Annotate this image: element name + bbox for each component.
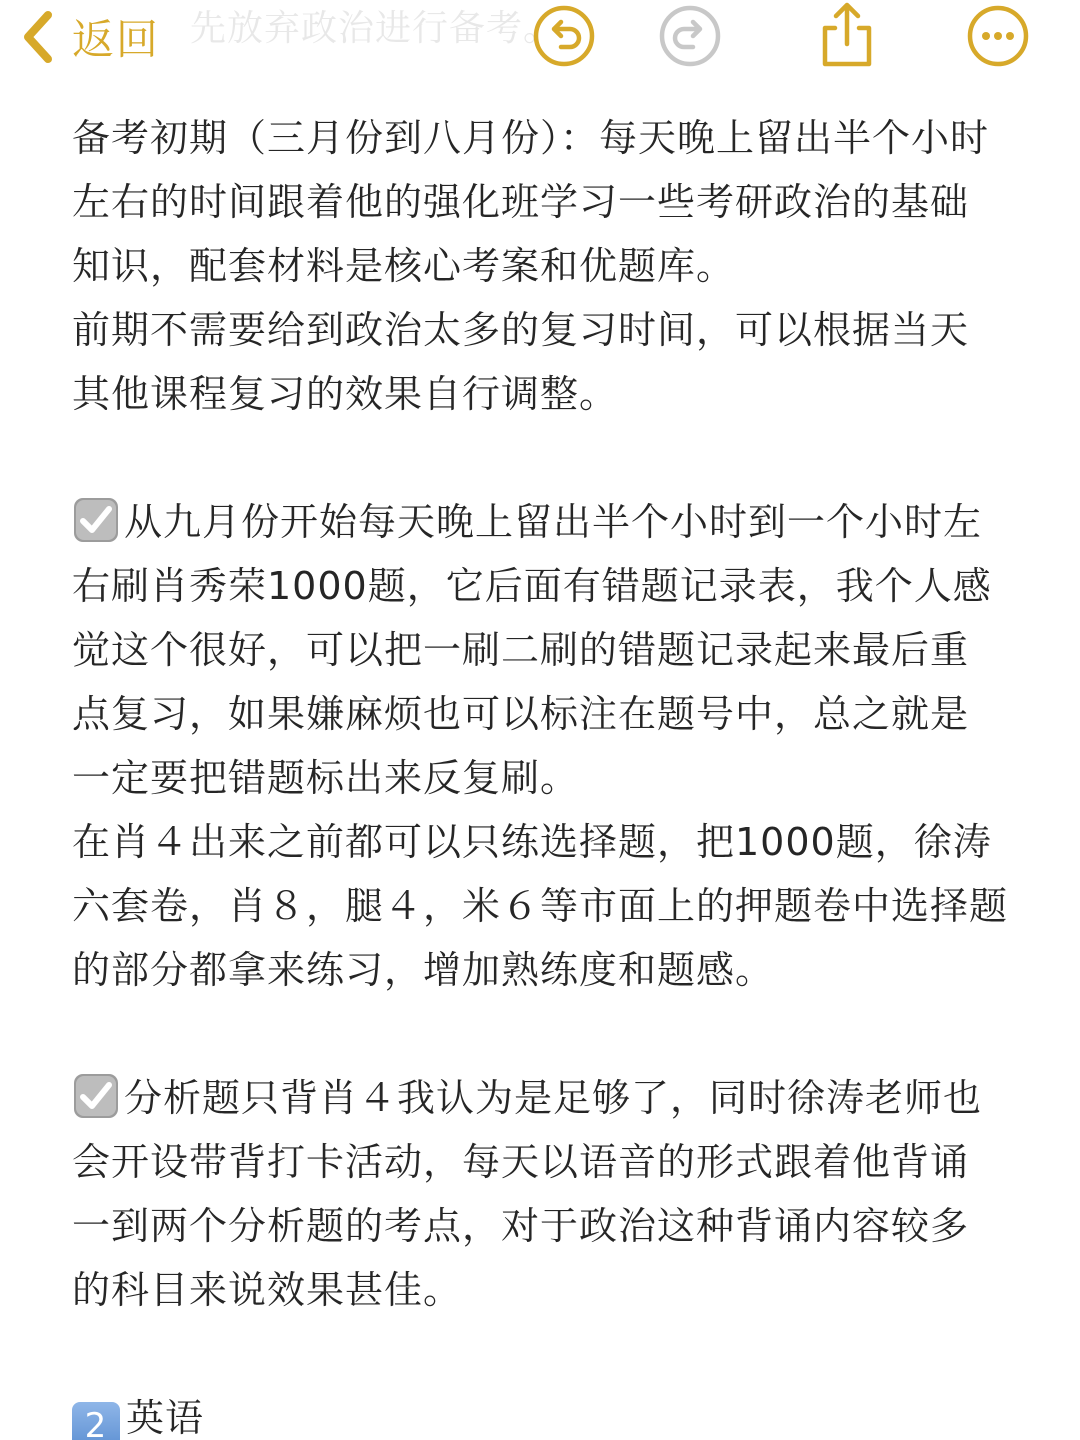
toolbar (0, 0, 1080, 80)
share-icon (815, 0, 879, 70)
undo-button[interactable] (532, 4, 596, 68)
text-line: 在肖４出来之前都可以只练选择题，把1000题，徐涛 (72, 820, 992, 864)
more-button[interactable] (966, 4, 1030, 68)
back-label: 返回 (72, 15, 161, 64)
text-line: 备考初期（三月份到八月份）：每天晚上留出半个小时 (72, 116, 990, 160)
text-line: 六套卷，肖８，腿４，米６等市面上的押题卷中选择题 (72, 884, 1009, 928)
spacer (72, 1002, 1022, 1066)
scrolled-title-text: 先放弃政治进行备考。 (190, 8, 561, 49)
text-line: 前期不需要给到政治太多的复习时间，可以根据当天 (72, 308, 970, 352)
redo-button[interactable] (658, 4, 722, 68)
section-heading-english (72, 1386, 1022, 1440)
undo-icon (532, 4, 596, 68)
paragraph-analysis-questions (72, 1066, 1022, 1322)
keycap-number-icon: 2 (72, 1402, 120, 1440)
paragraph-early-tip (72, 298, 1022, 426)
note-body[interactable] (72, 106, 1022, 1440)
share-button[interactable] (815, 0, 879, 64)
paragraph-choice-questions (72, 810, 1022, 1002)
section-title: 英语 (126, 1396, 205, 1440)
text-line: 知识，配套材料是核心考案和优题库。 (72, 244, 736, 288)
text-line: 点复习，如果嫌麻烦也可以标注在题号中，总之就是 (72, 692, 970, 736)
paragraph-early-stage (72, 106, 1022, 298)
text-line: 觉这个很好，可以把一刷二刷的错题记录起来最后重 (72, 628, 970, 672)
check-mark-icon (72, 1072, 120, 1120)
text-line: 右刷肖秀荣1000题，它后面有错题记录表，我个人感 (72, 564, 992, 608)
paragraph-september-practice (72, 490, 1022, 810)
spacer (72, 1322, 1022, 1386)
check-mark-icon (72, 496, 120, 544)
more-icon (966, 4, 1030, 68)
text-line: 的部分都拿来练习，增加熟练度和题感。 (72, 948, 775, 992)
back-button[interactable] (18, 6, 160, 68)
text-line: 其他课程复习的效果自行调整。 (72, 372, 619, 416)
text-line: 的科目来说效果甚佳。 (72, 1268, 463, 1312)
text-line (72, 1386, 1022, 1440)
text-line (72, 490, 1022, 554)
text-line-content: 从九月份开始每天晚上留出半个小时到一个小时左 (124, 500, 983, 544)
text-line: 左右的时间跟着他的强化班学习一些考研政治的基础 (72, 180, 970, 224)
text-line: 一到两个分析题的考点，对于政治这种背诵内容较多 (72, 1204, 970, 1248)
spacer (72, 426, 1022, 490)
text-line: 会开设带背打卡活动，每天以语音的形式跟着他背诵 (72, 1140, 970, 1184)
text-line: 一定要把错题标出来反复刷。 (72, 756, 580, 800)
text-line (72, 1066, 1022, 1130)
chevron-left-icon (18, 9, 58, 65)
text-line-content: 分析题只背肖４我认为是足够了，同时徐涛老师也 (124, 1076, 983, 1120)
redo-icon (658, 4, 722, 68)
